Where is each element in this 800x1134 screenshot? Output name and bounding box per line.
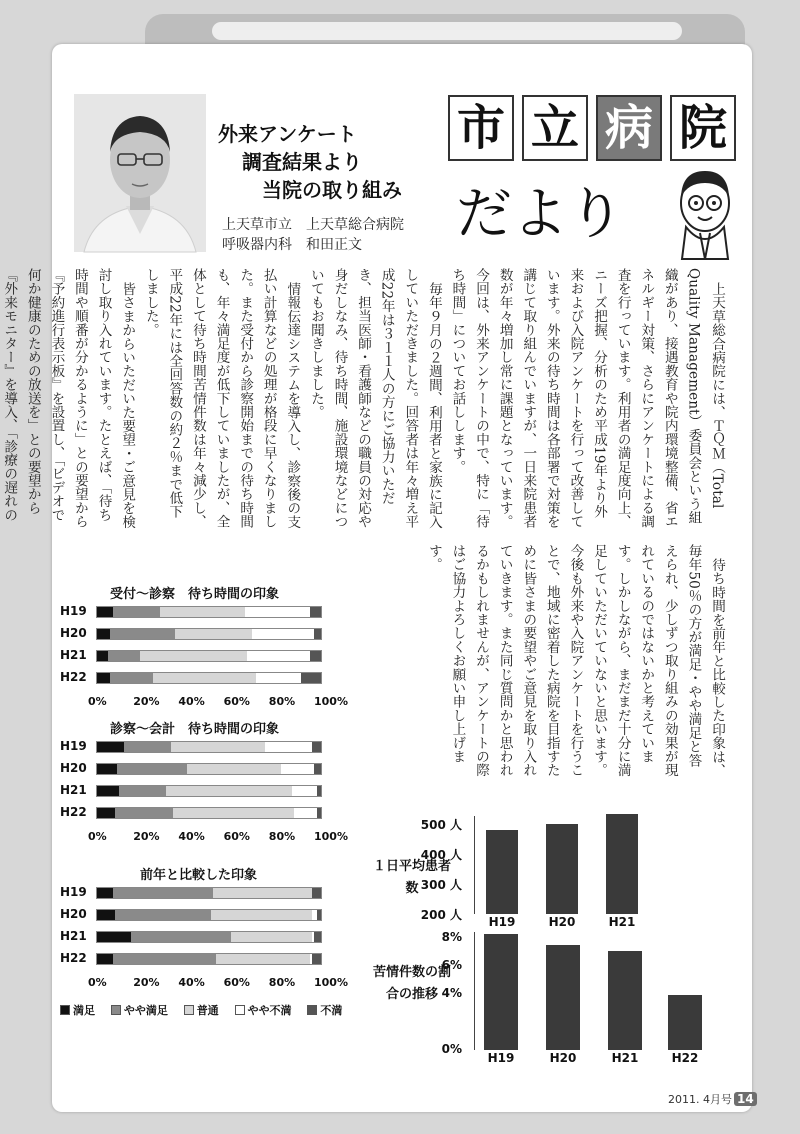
- bar-segment-不満: [312, 888, 321, 898]
- complaints-y-tick: 0%: [441, 1042, 462, 1056]
- bar-segment-不満: [317, 808, 321, 818]
- bar-segment-普通: [213, 888, 312, 898]
- chart-2-row-label: H22: [60, 805, 87, 819]
- bar-segment-やや満足: [115, 808, 173, 818]
- chart-2-x-tick: 0%: [88, 830, 107, 843]
- chart-3-x-tick: 60%: [223, 976, 250, 989]
- chart-3-x-tick: 80%: [268, 976, 296, 989]
- bar-segment-やや満足: [113, 607, 160, 617]
- legend-label-1: 満足: [73, 1004, 95, 1017]
- paragraph-5: 待ち時間を前年と比較した印象は、毎年50％の方が満足・やや満足と答えられ、少しずつ取り組みの効果が現れているのではないかと考えています。しかしながら、まだまだ十分に満足していただいていないと思います。今後も外来や入院アンケートを行うことで、地域に密着した病院を目指すために皆さまの要望やご意見を取り入れていきます。また同じ質問かと思われるかもしれませんが、アンケートの際はご協力よろしくお願い申し上げます。: [425, 544, 725, 777]
- legend-label-2: やや満足: [123, 1004, 168, 1017]
- bar-segment-不満: [314, 932, 321, 942]
- headline-line-2: 調査結果より: [242, 150, 362, 174]
- complaints-chart-title: 苦情件数の割合の推移: [372, 965, 451, 1002]
- article-body-upper: [1, 268, 728, 530]
- article-headline: [218, 120, 438, 204]
- patients-chart-title: １日平均患者数: [372, 859, 451, 896]
- chart-2-bar: [96, 807, 322, 819]
- complaints-x-label: H22: [671, 1051, 699, 1065]
- complaints-x-label: H19: [487, 1051, 515, 1065]
- bar-segment-不満: [312, 742, 321, 752]
- bar-segment-やや満足: [113, 954, 216, 964]
- headline-line-1: 外来アンケート: [218, 122, 357, 146]
- patients-y-tick: 500 人: [420, 818, 462, 832]
- page-number: 14: [734, 1092, 757, 1106]
- title-char-1: 市: [448, 95, 514, 161]
- issue-label: 2011. 4月号: [668, 1093, 732, 1106]
- chart-2-x-tick: 40%: [178, 830, 205, 843]
- chart-1-bar: [96, 628, 322, 640]
- bar-segment-普通: [216, 954, 310, 964]
- doctor-mascot-icon: [670, 161, 740, 261]
- chart-2-bar: [96, 785, 322, 797]
- chart-2-x-tick: 100%: [314, 830, 348, 843]
- bar-segment-満足: [97, 888, 113, 898]
- complaints-x-label: H20: [549, 1051, 577, 1065]
- bar-segment-普通: [173, 808, 294, 818]
- patients-y-tick: 300 人: [420, 878, 462, 892]
- complaints-y-tick: 4%: [441, 986, 462, 1000]
- bar-segment-満足: [97, 808, 115, 818]
- bar-segment-やや満足: [117, 764, 186, 774]
- bar-segment-普通: [140, 651, 248, 661]
- complaints-bar: [668, 995, 702, 1050]
- legend-swatch-4: [235, 1005, 245, 1015]
- legend-label-5: 不満: [320, 1004, 343, 1017]
- bar-segment-やや満足: [110, 673, 153, 683]
- bar-segment-やや満足: [124, 742, 171, 752]
- patients-bar: [606, 814, 638, 915]
- complaints-axis-line: [474, 932, 475, 1050]
- complaints-bar: [484, 934, 518, 1050]
- bar-segment-満足: [97, 932, 131, 942]
- chart-1-x-tick: 20%: [133, 695, 160, 708]
- bar-segment-やや不満: [245, 607, 310, 617]
- chart-1-x-tick: 100%: [314, 695, 348, 708]
- bar-segment-不満: [310, 651, 321, 661]
- bar-segment-満足: [97, 673, 110, 683]
- chart-1-title: 受付～診察 待ち時間の印象: [110, 587, 280, 602]
- chart-1-bar: [96, 672, 322, 684]
- title-char-3: 病: [596, 95, 662, 161]
- chart-2-bar: [96, 741, 322, 753]
- bar-segment-不満: [314, 629, 321, 639]
- legend-swatch-2: [111, 1005, 121, 1015]
- bar-segment-やや満足: [113, 888, 214, 898]
- patients-x-label: H20: [548, 915, 576, 929]
- article-body-lower: [398, 544, 728, 780]
- bar-segment-普通: [160, 607, 245, 617]
- title-char-2: 立: [522, 95, 588, 161]
- paragraph-2: 毎年９月の２週間、利用者と家族に記入していただきました。回答者は年々増え平成22年は３１１人の方にご協力いただき、担当医師・看護師などの職員の対応や身だしなみ、待ち時間、施設環境などについてもお聞きしました。: [307, 268, 442, 529]
- bar-segment-やや不満: [292, 786, 317, 796]
- bar-segment-やや不満: [265, 742, 312, 752]
- bar-segment-やや満足: [110, 629, 175, 639]
- bar-segment-普通: [153, 673, 256, 683]
- chart-2-x-tick: 20%: [133, 830, 160, 843]
- bar-segment-普通: [187, 764, 281, 774]
- chart-3-x-tick: 100%: [314, 976, 348, 989]
- complaints-bar: [546, 945, 580, 1050]
- chart-2-title: 診察～会計 待ち時間の印象: [110, 722, 280, 737]
- chart-3-x-tick: 20%: [133, 976, 160, 989]
- title-dayori: だより: [456, 182, 624, 247]
- chart-1-x-tick: 0%: [88, 695, 107, 708]
- patients-y-tick: 400 人: [420, 848, 462, 862]
- chart-3-row-label: H20: [60, 907, 87, 921]
- bar-segment-やや満足: [108, 651, 139, 661]
- bar-segment-やや不満: [247, 651, 310, 661]
- chart-2-x-tick: 80%: [268, 830, 296, 843]
- chart-1-row-label: H19: [60, 604, 87, 618]
- chart-1-row-label: H22: [60, 670, 87, 684]
- legend-swatch-3: [184, 1005, 194, 1015]
- legend-label-3: 普通: [196, 1004, 219, 1017]
- chart-3-row-label: H22: [60, 951, 87, 965]
- bar-segment-やや不満: [294, 808, 316, 818]
- chart-2-bar: [96, 763, 322, 775]
- bar-segment-不満: [312, 954, 321, 964]
- complaints-x-label: H21: [611, 1051, 639, 1065]
- chart-2-row-label: H19: [60, 739, 87, 753]
- author-photo: [74, 94, 206, 252]
- chart-3-bar: [96, 931, 322, 943]
- chart-3-row-label: H21: [60, 929, 87, 943]
- bar-segment-満足: [97, 910, 115, 920]
- patients-y-tick: 200 人: [420, 908, 462, 922]
- bar-segment-満足: [97, 607, 113, 617]
- chart-1-x-tick: 80%: [268, 695, 296, 708]
- bar-segment-やや満足: [115, 910, 211, 920]
- chart-3-row-label: H19: [60, 885, 87, 899]
- complaints-y-tick: 6%: [441, 958, 462, 972]
- complaints-bar: [608, 951, 642, 1050]
- patients-x-label: H21: [608, 915, 636, 929]
- bar-segment-やや不満: [256, 673, 301, 683]
- title-char-4: 院: [670, 95, 736, 161]
- author-credit: 上天草市立 上天草総合病院 呼吸器内科 和田正文: [222, 217, 404, 253]
- chart-3-title: 前年と比較した印象: [140, 868, 258, 883]
- headline-line-3: 当院の取り組み: [262, 178, 402, 202]
- chart-legend: [60, 1002, 354, 1018]
- bar-segment-普通: [166, 786, 291, 796]
- chart-1-x-tick: 60%: [223, 695, 250, 708]
- chart-3-bar: [96, 953, 322, 965]
- paragraph-3: 情報伝達システムを導入し、診察後の支払い計算などの処理が格段に早くなりました。また受付から診察開始までの待ち時間も、年々満足度が低下していましたが、全体として待ち時間苦情件数は年々減少し、平成22年には全回答数の約２％まで低下しました。: [142, 268, 301, 529]
- complaints-y-tick: 8%: [441, 930, 462, 944]
- bar-segment-満足: [97, 629, 110, 639]
- patients-axis-line: [474, 816, 475, 914]
- patients-x-label: H19: [488, 915, 516, 929]
- legend-swatch-5: [307, 1005, 317, 1015]
- chart-2-row-label: H20: [60, 761, 87, 775]
- chart-3-x-tick: 40%: [178, 976, 205, 989]
- bar-segment-満足: [97, 742, 124, 752]
- legend-swatch-1: [60, 1005, 70, 1015]
- bar-segment-不満: [310, 607, 321, 617]
- bar-segment-不満: [317, 910, 321, 920]
- page-footer: [668, 1091, 757, 1107]
- legend-label-4: やや不満: [247, 1004, 292, 1017]
- bar-segment-不満: [317, 786, 321, 796]
- section-title: [448, 95, 738, 260]
- bar-segment-やや満足: [131, 932, 232, 942]
- patients-bar: [546, 824, 578, 914]
- bar-segment-不満: [314, 764, 321, 774]
- bar-segment-満足: [97, 954, 113, 964]
- chart-1-x-tick: 40%: [178, 695, 205, 708]
- bar-segment-満足: [97, 651, 108, 661]
- bar-segment-普通: [211, 910, 312, 920]
- paragraph-4: 皆さまからいただいた要望・ご意見を検討し取り入れています。たとえば、「待ち時間や順番が分かるように」との要望から『予約進行表示板』を設置し、「ビデオで何か健康のための放送を」との要望から『外来モニター』を導入、「診療の遅れの: [1, 268, 136, 529]
- bar-segment-やや不満: [281, 764, 315, 774]
- bar-segment-満足: [97, 786, 119, 796]
- chart-3-bar: [96, 909, 322, 921]
- chart-1-row-label: H21: [60, 648, 87, 662]
- bar-segment-やや不満: [252, 629, 315, 639]
- chart-2-row-label: H21: [60, 783, 87, 797]
- bar-segment-普通: [171, 742, 265, 752]
- bar-segment-普通: [175, 629, 251, 639]
- chart-2-x-tick: 60%: [223, 830, 250, 843]
- bar-segment-不満: [301, 673, 321, 683]
- patients-bar: [486, 830, 518, 914]
- bar-segment-満足: [97, 764, 117, 774]
- bar-segment-やや満足: [119, 786, 166, 796]
- chart-1-bar: [96, 650, 322, 662]
- page-tab-inner: [212, 22, 682, 40]
- chart-3-bar: [96, 887, 322, 899]
- chart-3-x-tick: 0%: [88, 976, 107, 989]
- bar-segment-普通: [231, 932, 312, 942]
- chart-1-bar: [96, 606, 322, 618]
- paragraph-1: 上天草総合病院には、ＴＱＭ（Total Quality Management）委員会という組織があり、接遇教育や院内環境整備、省エネルギー対策、さらにアンケートによる調査を行っています。利用者の満足度向上、ニーズ把握、分析のため平成19年より外来および入院アンケートを行って改善しています。外来の待ち時間は各部署で対策を講じて取り組んでいますが、一日来院患者数が年々増加し常に課題となっています。今回は、外来アンケートの中で、特に「待ち時間」についてお話しします。: [449, 268, 725, 529]
- chart-1-row-label: H20: [60, 626, 87, 640]
